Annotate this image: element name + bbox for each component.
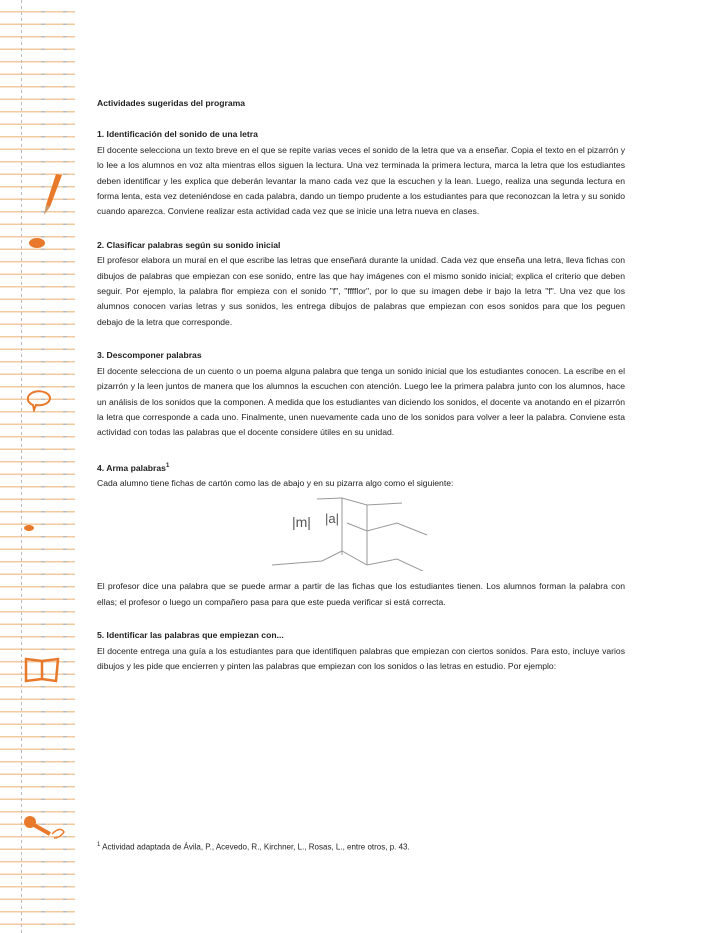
section-body: El docente selecciona de un cuento o un poema alguna palabra que tenga un sonido inicial que los estudiantes conocen. La escribe en el pizarrón y la leen juntos de manera que los alumnos la escuchen con atención. Luego lee la primera palabra junto con los alumnos, hace un análisis de los sonidos que la componen. A medida que los estudiantes van diciendo los sonidos, el docente va anotando en el pizarrón la letra que corresponde a cada uno. Finalmente, unen nuevamente cada uno de los sonidos para volver a leer la palabra. Conviene esta actividad con todas las palabras que el docente considere útiles en su unidad. — [97, 365, 625, 438]
section-body: El docente selecciona un texto breve en el que se repite varias veces el sonido de la letra que va a enseñar. Copia el texto en el pizarrón y lo lee a los alumnos en voz alta mientras ellos siguen la lectura. Una vez terminada la primera lectura, marca la letra que los estudiantes deben identificar y les explica que deberán levantar la mano cada vez que la escuchen y la lean. Luego, realiza una segunda lectura en forma lenta, esta vez deteniéndose en cada palabra, dando un tiempo prudente a los estudiantes para que reconozcan la letra y su sonido cuando aparezca. Conviene realizar esta actividad cada vez que se inicie una letra nueva en clases. — [97, 144, 625, 217]
letter-cards-drawing — [97, 493, 625, 571]
section-heading: 2. Clasificar palabras según su sonido inicial — [97, 239, 281, 250]
section-body: El profesor elabora un mural en el que escribe las letras que enseñará durante la unidad. Cada vez que enseña una letra, lleva fichas con dibujos de palabras que empiezan con ese sonido, entre las que hay imágenes con el mismo sonido inicial; explica el criterio que deben seguir. Por ejemplo, la palabra flor empieza con el sonido "f", "fffflor", por lo que su imagen debe ir bajo la letra "f". Una vez que los alumnos conocen varias letras y sus sonidos, les entrega dibujos de palabras que empiezan con esos sonidos para que los peguen debajo de la letra que corresponde. — [97, 255, 625, 327]
footnote-marker: 1 — [97, 842, 101, 848]
speech-bubble-icon — [24, 388, 54, 412]
document-body — [97, 96, 625, 692]
section-heading-text: 4. Arma palabras — [97, 462, 166, 473]
drop-icon — [22, 522, 36, 534]
page-title: Actividades sugeridas del programa — [97, 98, 246, 108]
footnote-marker: 1 — [165, 462, 170, 469]
letter-card-m: |m| — [292, 514, 311, 531]
margin-dash-column — [41, 0, 45, 933]
section-heading: 1. Identificación del sonido de una letra — [97, 129, 258, 140]
section-body: El docente entrega una guía a los estudiantes para que identifiquen palabras que empiezan con ciertos sonidos. Para esto, incluye varios dibujos y les pide que encierren y pinten las palabras que empiezan con los sonidos o las letras en estudio. Por ejemplo: — [97, 645, 625, 672]
section-heading: 5. Identificar las palabras que empiezan con... — [97, 630, 284, 641]
section-body: El profesor dice una palabra que se puede armar a partir de las fichas que los estudiantes tienen. Los alumnos forman la palabra con ellas; el profesor o luego un compañero pasa para que este pueda verificar si está correcta. — [97, 581, 625, 607]
section-heading: 3. Descomponer palabras — [97, 350, 202, 361]
margin-dotted-line — [21, 0, 22, 933]
footnote — [97, 842, 410, 852]
letter-card-a: |a| — [325, 511, 339, 527]
section-intro: Cada alumno tiene fichas de cartón como las de abajo y en su pizarra algo como el siguiente: — [97, 477, 454, 488]
footnote-text: Actividad adaptada de Ávila, P., Acevedo, R., Kirchner, L., Rosas, L., entre otros, p. 43. — [102, 842, 410, 852]
microphone-icon — [22, 812, 67, 842]
pencil-icon — [28, 170, 68, 255]
letter-cards-figure — [97, 493, 625, 571]
margin-dash-column — [63, 0, 67, 933]
section-heading — [97, 459, 625, 476]
book-icon — [22, 655, 62, 685]
